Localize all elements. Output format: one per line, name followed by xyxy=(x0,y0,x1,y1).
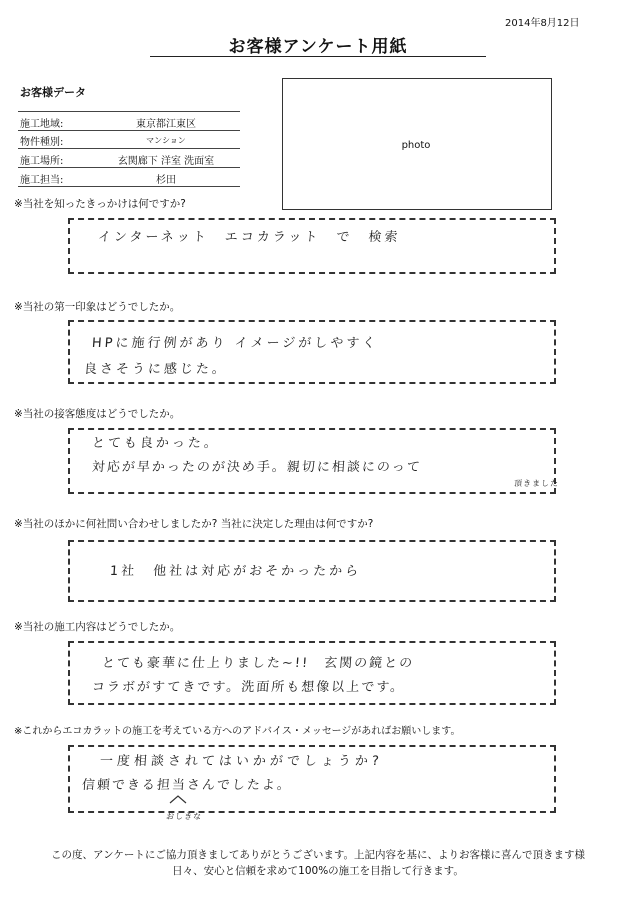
survey-date: 2014年8月12日 xyxy=(505,18,580,29)
answer-service-attitude-line-1: とても良かった。 xyxy=(91,436,221,451)
info-label-location: 施工場所: xyxy=(20,156,64,167)
answer-construction-quality-line-1: とても豪華に仕上りました~!! 玄関の鏡との xyxy=(101,656,415,671)
photo-placeholder-label: photo xyxy=(401,140,431,151)
footer-message xyxy=(0,847,636,879)
info-row-area xyxy=(18,111,240,131)
info-row-location xyxy=(18,149,240,168)
answer-advice-message-line-2: 信頼できる担当さんでしたよ。 xyxy=(81,778,293,793)
title-underline xyxy=(150,56,486,57)
question-service-attitude: ※当社の接客態度はどうでしたか。 xyxy=(14,408,181,420)
info-label-area: 施工地域: xyxy=(20,119,64,130)
question-construction-quality: ※当社の施工内容はどうでしたか。 xyxy=(14,621,181,633)
insert-caret-mark xyxy=(168,794,188,804)
answer-advice-message-line-1: 一度相談されてはいかがでしょうか? xyxy=(99,754,384,769)
question-other-companies: ※当社のほかに何社問い合わせしましたか? 当社に決定した理由は何ですか? xyxy=(14,518,374,530)
footer-line-2: 日々、安心と信頼を求めて100%の施工を目指して行きます。 xyxy=(172,865,464,877)
answer-how-found-line-1: インターネット エコカラット で 検索 xyxy=(97,230,401,245)
customer-data-heading: お客様データ xyxy=(20,86,86,99)
info-value-location: 玄関廊下 洋室 洗面室 xyxy=(117,156,215,167)
answer-service-attitude-note: 頂きました xyxy=(513,479,560,488)
answer-construction-quality-line-2: コラボがすてきです。洗面所も想像以上です。 xyxy=(91,680,406,695)
answer-first-impression-line-2: 良さそうに感じた。 xyxy=(83,362,229,377)
answer-advice-message-note: おしきな xyxy=(165,812,203,821)
info-value-staff: 杉田 xyxy=(156,175,176,186)
footer-line-1: この度、アンケートにご協力頂きましてありがとうございます。上記内容を基に、よりお客様に喜んで頂きます様 xyxy=(50,849,586,861)
answer-first-impression-line-1: HPに施行例があり イメージがしやすく xyxy=(91,336,379,351)
info-row-staff xyxy=(18,168,240,187)
answer-box-construction-quality xyxy=(68,641,556,705)
question-first-impression: ※当社の第一印象はどうでしたか。 xyxy=(14,301,181,313)
info-label-property-type: 物件種別: xyxy=(20,137,64,148)
answer-other-companies-line-1: 1社 他社は対応がおそかったから xyxy=(109,564,362,579)
info-label-staff: 施工担当: xyxy=(20,175,64,186)
question-how-found: ※当社を知ったきっかけは何ですか? xyxy=(14,198,186,210)
info-value-area: 東京都江東区 xyxy=(136,119,196,130)
question-advice-message: ※これからエコカラットの施工を考えている方へのアドバイス・メッセージがあればお願いします。 xyxy=(14,726,461,737)
info-value-property-type: マンション xyxy=(146,136,186,145)
page-title: お客様アンケート用紙 xyxy=(228,37,408,57)
info-row-property-type xyxy=(18,130,240,149)
answer-service-attitude-line-2: 対応が早かったのが決め手。親切に相談にのって xyxy=(91,460,423,475)
